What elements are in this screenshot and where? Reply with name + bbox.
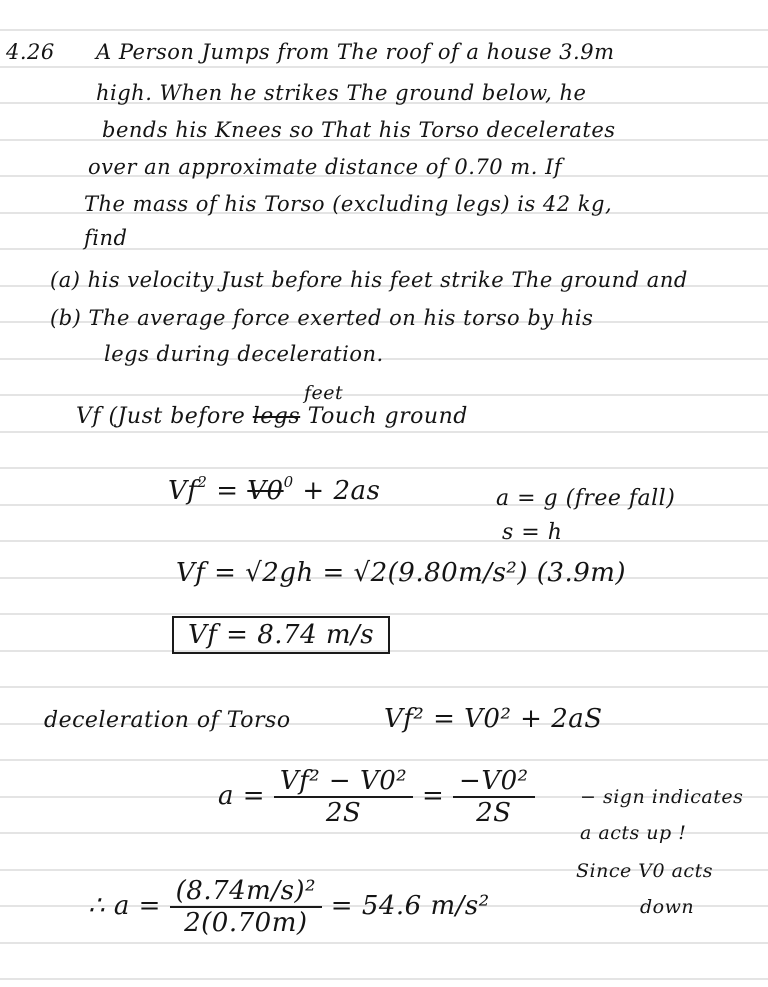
eq4-numerator-2: −V0²	[453, 766, 535, 798]
note-line-2: a acts up !	[580, 822, 687, 844]
eq4-numerator: Vf² − V0²	[274, 766, 413, 798]
eq4-denominator-2: 2S	[476, 798, 512, 828]
eq4-left: a =	[218, 781, 266, 811]
problem-line-3: bends his Knees so That his Torso decelerates	[102, 118, 616, 142]
problem-line-2: high. When he strikes The ground below, he	[96, 81, 587, 105]
equation-1: $Vf^2 = V0^0 + 2as$	[168, 473, 381, 506]
note-line-4: down	[640, 896, 695, 918]
eq5-denominator: 2(0.70m)	[184, 908, 308, 938]
eq5-fraction	[170, 876, 322, 938]
condition-s: s = h	[502, 520, 563, 545]
eq4-mid: =	[421, 781, 445, 811]
eq5-right: = 54.6 m/s²	[330, 891, 490, 921]
problem-line-5: The mass of his Torso (excluding legs) is 42 kg,	[84, 192, 613, 216]
problem-line-1: A Person Jumps from The roof of a house 3.9m	[96, 40, 615, 64]
vf-heading	[76, 404, 468, 429]
eq4-denominator: 2S	[325, 798, 362, 828]
vf-heading-end: Touch ground	[307, 404, 468, 429]
equation-5	[88, 876, 490, 938]
feet-insert: feet	[304, 382, 344, 404]
eq4-fraction	[274, 766, 413, 828]
eq1-struck: V0	[247, 476, 284, 506]
note-line-1: − sign indicates	[580, 786, 744, 808]
answer-a-box: Vf = 8.74 m/s	[172, 616, 390, 654]
problem-line-6: find	[84, 226, 128, 250]
deceleration-label: deceleration of Torso	[44, 708, 291, 733]
vf-heading-struck: legs	[252, 404, 301, 429]
eq1-mid: =	[216, 476, 248, 506]
eq1-zero: 0	[283, 473, 294, 491]
problem-number: 4.26	[6, 40, 55, 64]
problem-part-b-line-2: legs during deceleration.	[104, 342, 384, 366]
eq5-left: a =	[113, 891, 161, 921]
eq1-left: Vf	[168, 476, 198, 506]
eq1-right: + 2as	[302, 476, 381, 506]
problem-part-a: (a) his velocity Just before his feet strike The ground and	[50, 268, 688, 292]
vf-heading-start: Vf (Just before	[76, 404, 246, 429]
problem-line-4: over an approximate distance of 0.70 m. If	[88, 155, 563, 179]
equation-3: Vf² = V0² + 2aS	[384, 704, 603, 734]
eq5-numerator: (8.74m/s)²	[170, 876, 322, 908]
equation-4	[218, 766, 535, 828]
equation-2: Vf = √2gh = √2(9.80m/s²) (3.9m)	[176, 558, 627, 588]
therefore-symbol: ∴	[88, 891, 106, 921]
condition-a: a = g (free fall)	[496, 486, 676, 511]
problem-part-b-line-1: (b) The average force exerted on his torso by his	[50, 306, 594, 330]
eq4-fraction-2	[453, 766, 535, 828]
note-line-3: Since V0 acts	[576, 860, 713, 882]
